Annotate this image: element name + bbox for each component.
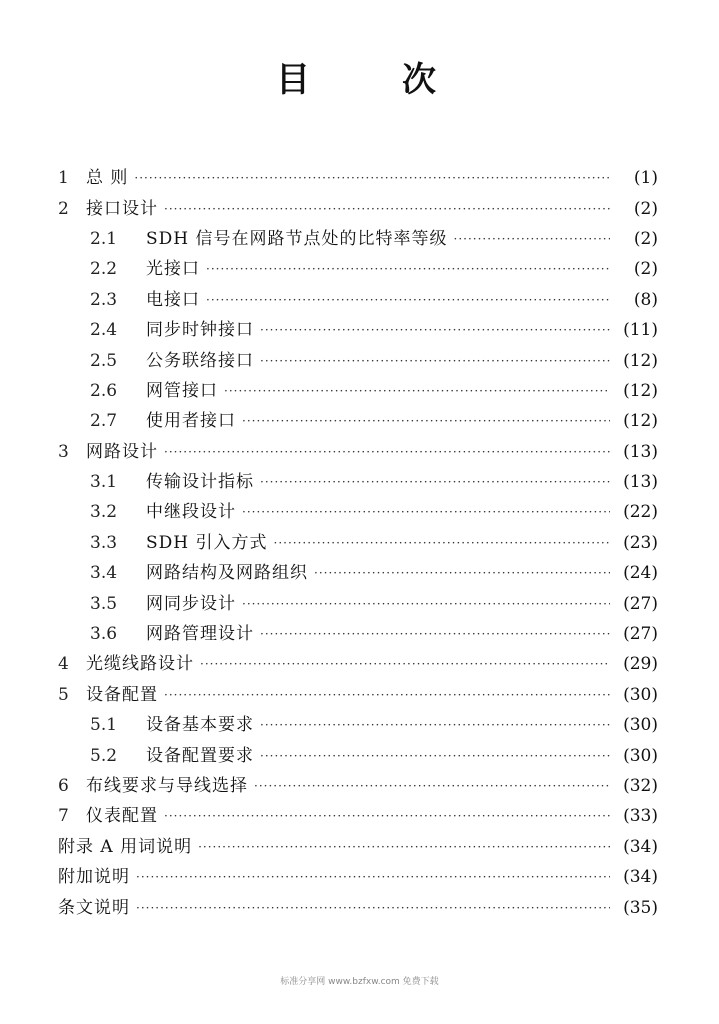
toc-leader-dots <box>274 532 610 554</box>
toc-entry-number: 1 <box>58 168 69 189</box>
table-of-contents <box>58 163 658 923</box>
toc-entry[interactable] <box>58 376 658 406</box>
toc-entry-page: (11) <box>623 320 658 341</box>
toc-entry-title: 网路管理设计 <box>146 624 254 645</box>
toc-entry[interactable] <box>58 193 658 223</box>
toc-entry-title: 使用者接口 <box>146 411 236 432</box>
toc-entry-title: 电接口 <box>146 289 200 310</box>
toc-entry-number: 2 <box>58 198 69 219</box>
toc-entry-page: (2) <box>633 228 658 249</box>
toc-entry-number: 3.1 <box>90 472 118 493</box>
toc-leader-dots <box>164 198 610 220</box>
toc-leader-dots <box>136 897 610 919</box>
toc-entry-title: SDH 信号在网路节点处的比特率等级 <box>146 228 448 249</box>
toc-entry[interactable] <box>58 710 658 740</box>
toc-entry-page: (32) <box>623 776 658 796</box>
toc-entry-page: (30) <box>623 684 658 705</box>
toc-entry[interactable] <box>58 254 658 284</box>
toc-entry-page: (2) <box>633 259 658 280</box>
toc-entry[interactable] <box>58 224 658 254</box>
toc-entry-page: (13) <box>623 441 658 462</box>
toc-leader-dots <box>206 289 610 311</box>
toc-entry-number: 4 <box>58 654 69 675</box>
toc-entry-title: 附加说明 <box>58 867 130 888</box>
toc-entry-number: 5.1 <box>90 715 118 736</box>
toc-leader-dots <box>254 775 610 797</box>
toc-leader-dots <box>242 593 610 615</box>
toc-entry[interactable] <box>58 892 658 922</box>
toc-entry[interactable] <box>58 497 658 527</box>
toc-leader-dots <box>242 501 610 523</box>
toc-entry-title: 网路设计 <box>86 441 158 462</box>
toc-entry-title: 总 则 <box>86 168 129 189</box>
toc-entry-page: (23) <box>623 532 658 553</box>
toc-entry[interactable] <box>58 406 658 436</box>
toc-entry-page: (1) <box>633 168 658 189</box>
toc-entry-page: (30) <box>623 745 658 766</box>
toc-entry[interactable] <box>58 528 658 558</box>
toc-entry-title: 同步时钟接口 <box>146 320 254 341</box>
toc-entry-title: 设备配置要求 <box>146 745 254 766</box>
toc-entry-page: (12) <box>623 350 658 371</box>
toc-leader-dots <box>134 167 610 189</box>
toc-entry-number: 3 <box>58 441 69 462</box>
toc-entry-page: (12) <box>623 411 658 432</box>
toc-leader-dots <box>260 623 610 645</box>
toc-entry-number: 2.2 <box>90 259 118 280</box>
toc-entry[interactable] <box>58 285 658 315</box>
toc-entry-number: 2.4 <box>90 320 118 341</box>
toc-entry-title: 传输设计指标 <box>146 472 254 493</box>
toc-entry-title: 设备基本要求 <box>146 715 254 736</box>
toc-entry-page: (8) <box>633 289 658 310</box>
toc-entry-page: (34) <box>623 867 658 888</box>
title-char-1: 目 <box>276 60 310 100</box>
toc-entry-number: 2.6 <box>90 380 118 401</box>
footer-watermark: 标准分享网 www.bzfxw.com 免费下载 <box>280 977 439 987</box>
toc-entry-number: 2.3 <box>90 289 118 310</box>
page-title <box>0 55 719 105</box>
toc-entry-page: (29) <box>623 654 658 675</box>
toc-entry-number: 3.5 <box>90 593 118 614</box>
toc-leader-dots <box>164 441 610 463</box>
toc-entry-page: (34) <box>623 836 658 857</box>
toc-entry-title: 光缆线路设计 <box>86 654 194 675</box>
toc-entry-number: 3.4 <box>90 563 118 584</box>
toc-entry[interactable] <box>58 315 658 345</box>
toc-leader-dots <box>200 653 610 675</box>
toc-entry-number: 2.1 <box>90 228 118 249</box>
toc-entry-page: (35) <box>623 897 658 918</box>
toc-entry[interactable] <box>58 801 658 831</box>
toc-entry-title: 中继段设计 <box>146 502 236 523</box>
toc-leader-dots <box>164 684 610 706</box>
toc-leader-dots <box>224 380 610 402</box>
toc-entry-page: (22) <box>623 502 658 523</box>
toc-leader-dots <box>164 805 610 827</box>
toc-entry-page: (30) <box>623 715 658 736</box>
toc-entry[interactable] <box>58 437 658 467</box>
toc-entry-title: 设备配置 <box>86 684 158 705</box>
toc-entry[interactable] <box>58 558 658 588</box>
toc-entry-number: 7 <box>58 806 69 827</box>
toc-entry-page: (24) <box>623 563 658 584</box>
toc-entry[interactable] <box>58 740 658 770</box>
toc-entry-number: 3.6 <box>90 624 118 645</box>
toc-leader-dots <box>260 471 610 493</box>
toc-entry-page: (27) <box>623 624 658 645</box>
toc-entry[interactable] <box>58 467 658 497</box>
toc-entry[interactable] <box>58 588 658 618</box>
toc-entry-page: (13) <box>623 472 658 493</box>
toc-entry-number: 3.2 <box>90 502 118 523</box>
toc-entry-number: 2.5 <box>90 350 118 371</box>
toc-leader-dots <box>260 319 610 341</box>
toc-leader-dots <box>136 866 610 888</box>
toc-entry-number: 3.3 <box>90 532 118 553</box>
toc-entry-number: 5 <box>58 684 69 705</box>
toc-entry[interactable] <box>58 163 658 193</box>
toc-entry-title: SDH 引入方式 <box>146 532 268 553</box>
toc-entry-title: 公务联络接口 <box>146 350 254 371</box>
toc-entry[interactable] <box>58 771 658 801</box>
toc-entry-number: 5.2 <box>90 745 118 766</box>
toc-entry-title: 条文说明 <box>58 897 130 918</box>
toc-entry-title: 网路结构及网路组织 <box>146 563 308 584</box>
toc-leader-dots <box>206 258 610 280</box>
toc-entry[interactable] <box>58 619 658 649</box>
toc-leader-dots <box>314 562 610 584</box>
toc-leader-dots <box>260 350 610 372</box>
toc-leader-dots <box>454 228 610 250</box>
toc-entry-title: 附录 A 用词说明 <box>58 836 193 857</box>
toc-leader-dots <box>260 745 610 767</box>
toc-entry[interactable] <box>58 649 658 679</box>
toc-leader-dots <box>260 714 610 736</box>
toc-entry-title: 布线要求与导线选择 <box>86 776 248 796</box>
title-char-2: 次 <box>402 60 436 100</box>
toc-entry[interactable] <box>58 832 658 862</box>
toc-entry-page: (12) <box>623 380 658 401</box>
toc-entry-title: 接口设计 <box>86 198 158 219</box>
toc-entry[interactable] <box>58 345 658 375</box>
toc-entry-number: 6 <box>58 776 69 796</box>
toc-leader-dots <box>242 410 610 432</box>
toc-entry-page: (27) <box>623 593 658 614</box>
toc-entry[interactable] <box>58 680 658 710</box>
toc-entry-title: 网管接口 <box>146 380 218 401</box>
toc-entry-number: 2.7 <box>90 411 118 432</box>
toc-entry[interactable] <box>58 862 658 892</box>
toc-leader-dots <box>198 836 610 858</box>
toc-entry-title: 网同步设计 <box>146 593 236 614</box>
toc-entry-title: 光接口 <box>146 259 200 280</box>
toc-entry-title: 仪表配置 <box>86 806 158 827</box>
toc-entry-page: (33) <box>623 806 658 827</box>
toc-entry-page: (2) <box>633 198 658 219</box>
